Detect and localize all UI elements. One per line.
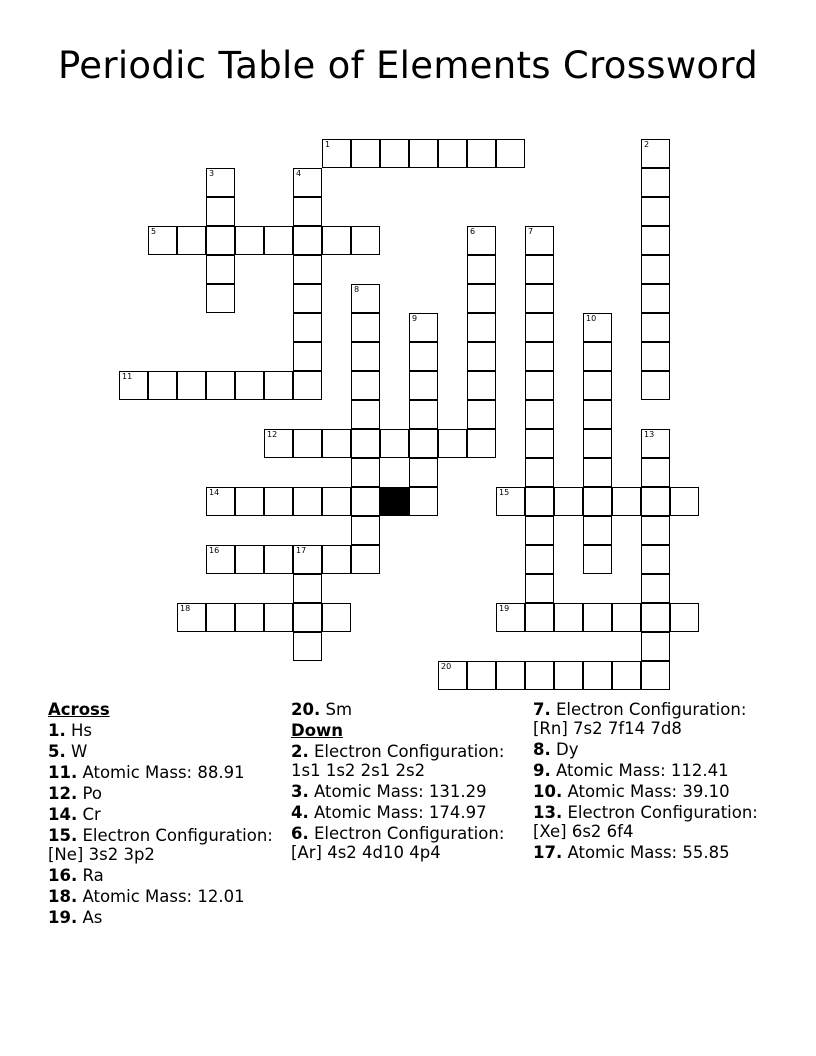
cell-number: 4	[296, 169, 302, 178]
clue-number: 3.	[291, 782, 309, 801]
grid-cell[interactable]	[206, 487, 235, 516]
clue-text: Electron Configuration: 1s1 1s2 2s1 2s2	[291, 742, 505, 780]
grid-cell[interactable]	[525, 284, 554, 313]
grid-cell[interactable]	[554, 661, 583, 690]
grid-cell[interactable]	[583, 661, 612, 690]
clue-text: Electron Configuration: [Ne] 3s2 3p2	[48, 826, 273, 864]
cell-number: 1	[325, 140, 331, 149]
clue-number: 15.	[48, 826, 78, 845]
grid-cell[interactable]	[525, 516, 554, 545]
clue-text: Atomic Mass: 55.85	[567, 843, 730, 862]
grid-cell[interactable]	[351, 429, 380, 458]
grid-cell[interactable]	[293, 226, 322, 255]
clue-text: Ra	[82, 866, 104, 885]
grid-cell[interactable]	[525, 429, 554, 458]
grid-cell[interactable]	[438, 429, 467, 458]
clue-item	[533, 843, 768, 862]
clue-text: Atomic Mass: 174.97	[314, 803, 487, 822]
grid-cell[interactable]	[409, 313, 438, 342]
grid-cell[interactable]	[351, 400, 380, 429]
grid-cell[interactable]	[612, 487, 641, 516]
grid-cell[interactable]	[641, 487, 670, 516]
grid-cell[interactable]	[496, 139, 525, 168]
grid-cell[interactable]	[525, 313, 554, 342]
grid-cell[interactable]	[380, 139, 409, 168]
grid-cell[interactable]	[641, 429, 670, 458]
grid-cell[interactable]	[293, 371, 322, 400]
grid-cell[interactable]	[293, 545, 322, 574]
cell-number: 10	[586, 314, 597, 323]
grid-cell[interactable]	[119, 371, 148, 400]
grid-cell[interactable]	[293, 429, 322, 458]
clue-text: Hs	[71, 721, 93, 740]
grid-cell[interactable]	[206, 255, 235, 284]
grid-cell[interactable]	[583, 342, 612, 371]
clue-item	[533, 803, 768, 841]
grid-cell[interactable]	[351, 342, 380, 371]
grid-cell[interactable]	[525, 255, 554, 284]
grid-cell[interactable]	[293, 255, 322, 284]
clue-item	[291, 742, 526, 780]
clue-item	[48, 805, 283, 824]
grid-cell[interactable]	[641, 342, 670, 371]
grid-cell[interactable]	[293, 284, 322, 313]
grid-cell[interactable]	[351, 371, 380, 400]
grid-cell[interactable]	[583, 516, 612, 545]
clue-text: Electron Configuration: [Xe] 6s2 6f4	[533, 803, 758, 841]
grid-cell[interactable]	[206, 284, 235, 313]
grid-cell[interactable]	[264, 603, 293, 632]
grid-cell[interactable]	[235, 371, 264, 400]
clue-item	[48, 784, 283, 803]
grid-cell[interactable]	[409, 371, 438, 400]
grid-cell[interactable]	[496, 487, 525, 516]
grid-cell[interactable]	[525, 487, 554, 516]
clue-number: 18.	[48, 887, 78, 906]
cell-number: 5	[151, 227, 157, 236]
clue-number: 13.	[533, 803, 563, 822]
clue-item	[533, 782, 768, 801]
grid-cell[interactable]	[525, 603, 554, 632]
grid-cell[interactable]	[264, 487, 293, 516]
grid-cell[interactable]	[583, 429, 612, 458]
grid-cell[interactable]	[409, 458, 438, 487]
grid-cell[interactable]	[467, 429, 496, 458]
grid-cell[interactable]	[641, 661, 670, 690]
grid-cell[interactable]	[351, 516, 380, 545]
clue-number: 11.	[48, 763, 78, 782]
clue-number: 14.	[48, 805, 78, 824]
grid-cell[interactable]	[409, 139, 438, 168]
clue-item	[48, 826, 283, 864]
clue-item	[291, 803, 526, 822]
grid-cell[interactable]	[264, 429, 293, 458]
clue-number: 9.	[533, 761, 551, 780]
clue-number: 5.	[48, 742, 66, 761]
grid-cell[interactable]	[235, 545, 264, 574]
cell-number: 9	[412, 314, 418, 323]
grid-cell[interactable]	[293, 197, 322, 226]
clue-item	[48, 866, 283, 885]
clue-number: 12.	[48, 784, 78, 803]
clue-number: 10.	[533, 782, 563, 801]
grid-cell[interactable]	[322, 545, 351, 574]
grid-cell[interactable]	[641, 371, 670, 400]
grid-cell[interactable]	[293, 574, 322, 603]
grid-cell[interactable]	[322, 487, 351, 516]
cell-number: 6	[470, 227, 476, 236]
clue-item	[291, 782, 526, 801]
grid-cell[interactable]	[583, 400, 612, 429]
grid-cell[interactable]	[264, 371, 293, 400]
clue-text: Atomic Mass: 88.91	[82, 763, 245, 782]
grid-cell[interactable]	[467, 255, 496, 284]
grid-cell[interactable]	[351, 458, 380, 487]
grid-cell[interactable]	[525, 574, 554, 603]
grid-cell[interactable]	[641, 226, 670, 255]
cell-number: 15	[499, 488, 510, 497]
grid-cell[interactable]	[148, 226, 177, 255]
grid-cell[interactable]	[409, 487, 438, 516]
grid-cell[interactable]	[293, 313, 322, 342]
clue-number: 17.	[533, 843, 563, 862]
grid-cell[interactable]	[641, 197, 670, 226]
grid-cell[interactable]	[293, 487, 322, 516]
grid-cell[interactable]	[206, 603, 235, 632]
clue-number: 7.	[533, 700, 551, 719]
grid-cell[interactable]	[583, 313, 612, 342]
grid-cell[interactable]	[641, 516, 670, 545]
grid-cell[interactable]	[641, 574, 670, 603]
grid-cell[interactable]	[206, 545, 235, 574]
clue-number: 20.	[291, 700, 321, 719]
clue-column-1	[48, 700, 283, 929]
grid-cell[interactable]	[438, 661, 467, 690]
clue-item	[533, 740, 768, 759]
clue-item	[291, 700, 526, 719]
grid-cell[interactable]	[351, 139, 380, 168]
grid-cell[interactable]	[641, 313, 670, 342]
cell-number: 18	[180, 604, 191, 613]
grid-cell[interactable]	[351, 313, 380, 342]
clue-item	[48, 721, 283, 740]
grid-cell[interactable]	[467, 313, 496, 342]
clue-number: 1.	[48, 721, 66, 740]
page-title: Periodic Table of Elements Crossword	[57, 44, 758, 87]
grid-cell[interactable]	[351, 545, 380, 574]
grid-cell[interactable]	[641, 284, 670, 313]
clue-number: 4.	[291, 803, 309, 822]
grid-cell[interactable]	[438, 139, 467, 168]
grid-cell[interactable]	[206, 371, 235, 400]
cell-number: 17	[296, 546, 307, 555]
grid-cell[interactable]	[641, 458, 670, 487]
grid-cell[interactable]	[206, 168, 235, 197]
grid-cell[interactable]	[206, 226, 235, 255]
grid-cell[interactable]	[467, 226, 496, 255]
cell-number: 12	[267, 430, 278, 439]
cell-number: 14	[209, 488, 220, 497]
grid-cell[interactable]	[525, 342, 554, 371]
grid-cell[interactable]	[235, 487, 264, 516]
clue-text: Atomic Mass: 131.29	[314, 782, 487, 801]
grid-cell[interactable]	[293, 342, 322, 371]
clue-text: Dy	[556, 740, 579, 759]
clue-number: 2.	[291, 742, 309, 761]
grid-cell[interactable]	[293, 168, 322, 197]
grid-cell[interactable]	[525, 226, 554, 255]
clue-column-2	[291, 700, 526, 864]
clue-text: Atomic Mass: 12.01	[82, 887, 245, 906]
grid-cell[interactable]	[322, 139, 351, 168]
grid-cell[interactable]	[206, 197, 235, 226]
grid-cell[interactable]	[177, 603, 206, 632]
grid-cell[interactable]	[554, 603, 583, 632]
cell-number: 3	[209, 169, 215, 178]
cell-number: 20	[441, 662, 452, 671]
grid-cell[interactable]	[583, 458, 612, 487]
clue-number: 6.	[291, 824, 309, 843]
black-cell	[380, 487, 409, 516]
clue-column-3	[533, 700, 768, 864]
clue-text: Atomic Mass: 112.41	[556, 761, 729, 780]
clue-text: Cr	[82, 805, 101, 824]
grid-cell[interactable]	[351, 487, 380, 516]
grid-cell[interactable]	[409, 400, 438, 429]
grid-cell[interactable]	[322, 226, 351, 255]
grid-cell[interactable]	[641, 545, 670, 574]
grid-cell[interactable]	[467, 342, 496, 371]
grid-cell[interactable]	[641, 139, 670, 168]
clue-number: 16.	[48, 866, 78, 885]
grid-cell[interactable]	[293, 603, 322, 632]
grid-cell[interactable]	[496, 661, 525, 690]
grid-cell[interactable]	[670, 487, 699, 516]
grid-cell[interactable]	[409, 342, 438, 371]
grid-cell[interactable]	[641, 255, 670, 284]
grid-cell[interactable]	[148, 371, 177, 400]
grid-cell[interactable]	[322, 429, 351, 458]
grid-cell[interactable]	[641, 603, 670, 632]
grid-cell[interactable]	[641, 632, 670, 661]
grid-cell[interactable]	[496, 603, 525, 632]
clue-number: 19.	[48, 908, 78, 927]
grid-cell[interactable]	[525, 458, 554, 487]
clue-text: Atomic Mass: 39.10	[567, 782, 730, 801]
clue-item	[48, 887, 283, 906]
grid-cell[interactable]	[235, 603, 264, 632]
clue-item	[291, 824, 526, 862]
grid-cell[interactable]	[409, 429, 438, 458]
grid-cell[interactable]	[351, 226, 380, 255]
grid-cell[interactable]	[525, 371, 554, 400]
clue-text: W	[71, 742, 88, 761]
clue-number: 8.	[533, 740, 551, 759]
clue-item	[533, 700, 768, 738]
grid-cell[interactable]	[467, 284, 496, 313]
grid-cell[interactable]	[293, 632, 322, 661]
grid-cell[interactable]	[467, 139, 496, 168]
clue-item	[48, 908, 283, 927]
cell-number: 13	[644, 430, 655, 439]
cell-number: 7	[528, 227, 534, 236]
grid-cell[interactable]	[583, 487, 612, 516]
grid-cell[interactable]	[467, 400, 496, 429]
grid-cell[interactable]	[525, 545, 554, 574]
cell-number: 11	[122, 372, 133, 381]
clue-text: Sm	[325, 700, 353, 719]
cell-number: 8	[354, 285, 360, 294]
grid-cell[interactable]	[612, 603, 641, 632]
grid-cell[interactable]	[264, 545, 293, 574]
cell-number: 19	[499, 604, 510, 613]
grid-cell[interactable]	[467, 661, 496, 690]
grid-cell[interactable]	[467, 371, 496, 400]
grid-cell[interactable]	[525, 400, 554, 429]
clue-heading: Down	[291, 721, 344, 740]
clue-text: Po	[82, 784, 102, 803]
grid-cell[interactable]	[322, 603, 351, 632]
grid-cell[interactable]	[670, 603, 699, 632]
grid-cell[interactable]	[525, 661, 554, 690]
clue-text: As	[82, 908, 103, 927]
grid-cell[interactable]	[583, 603, 612, 632]
cell-number: 16	[209, 546, 220, 555]
cell-number: 2	[644, 140, 650, 149]
grid-cell[interactable]	[177, 226, 206, 255]
grid-cell[interactable]	[264, 226, 293, 255]
grid-cell[interactable]	[380, 429, 409, 458]
clue-item	[48, 742, 283, 761]
clue-item	[48, 763, 283, 782]
grid-cell[interactable]	[177, 371, 206, 400]
grid-cell[interactable]	[612, 661, 641, 690]
grid-cell[interactable]	[351, 284, 380, 313]
grid-cell[interactable]	[554, 487, 583, 516]
clue-item	[533, 761, 768, 780]
clue-text: Electron Configuration: [Ar] 4s2 4d10 4p4	[291, 824, 505, 862]
clue-text: Electron Configuration: [Rn] 7s2 7f14 7d8	[533, 700, 747, 738]
clue-heading: Across	[48, 700, 110, 719]
grid-cell[interactable]	[583, 545, 612, 574]
grid-cell[interactable]	[583, 371, 612, 400]
grid-cell[interactable]	[641, 168, 670, 197]
grid-cell[interactable]	[235, 226, 264, 255]
